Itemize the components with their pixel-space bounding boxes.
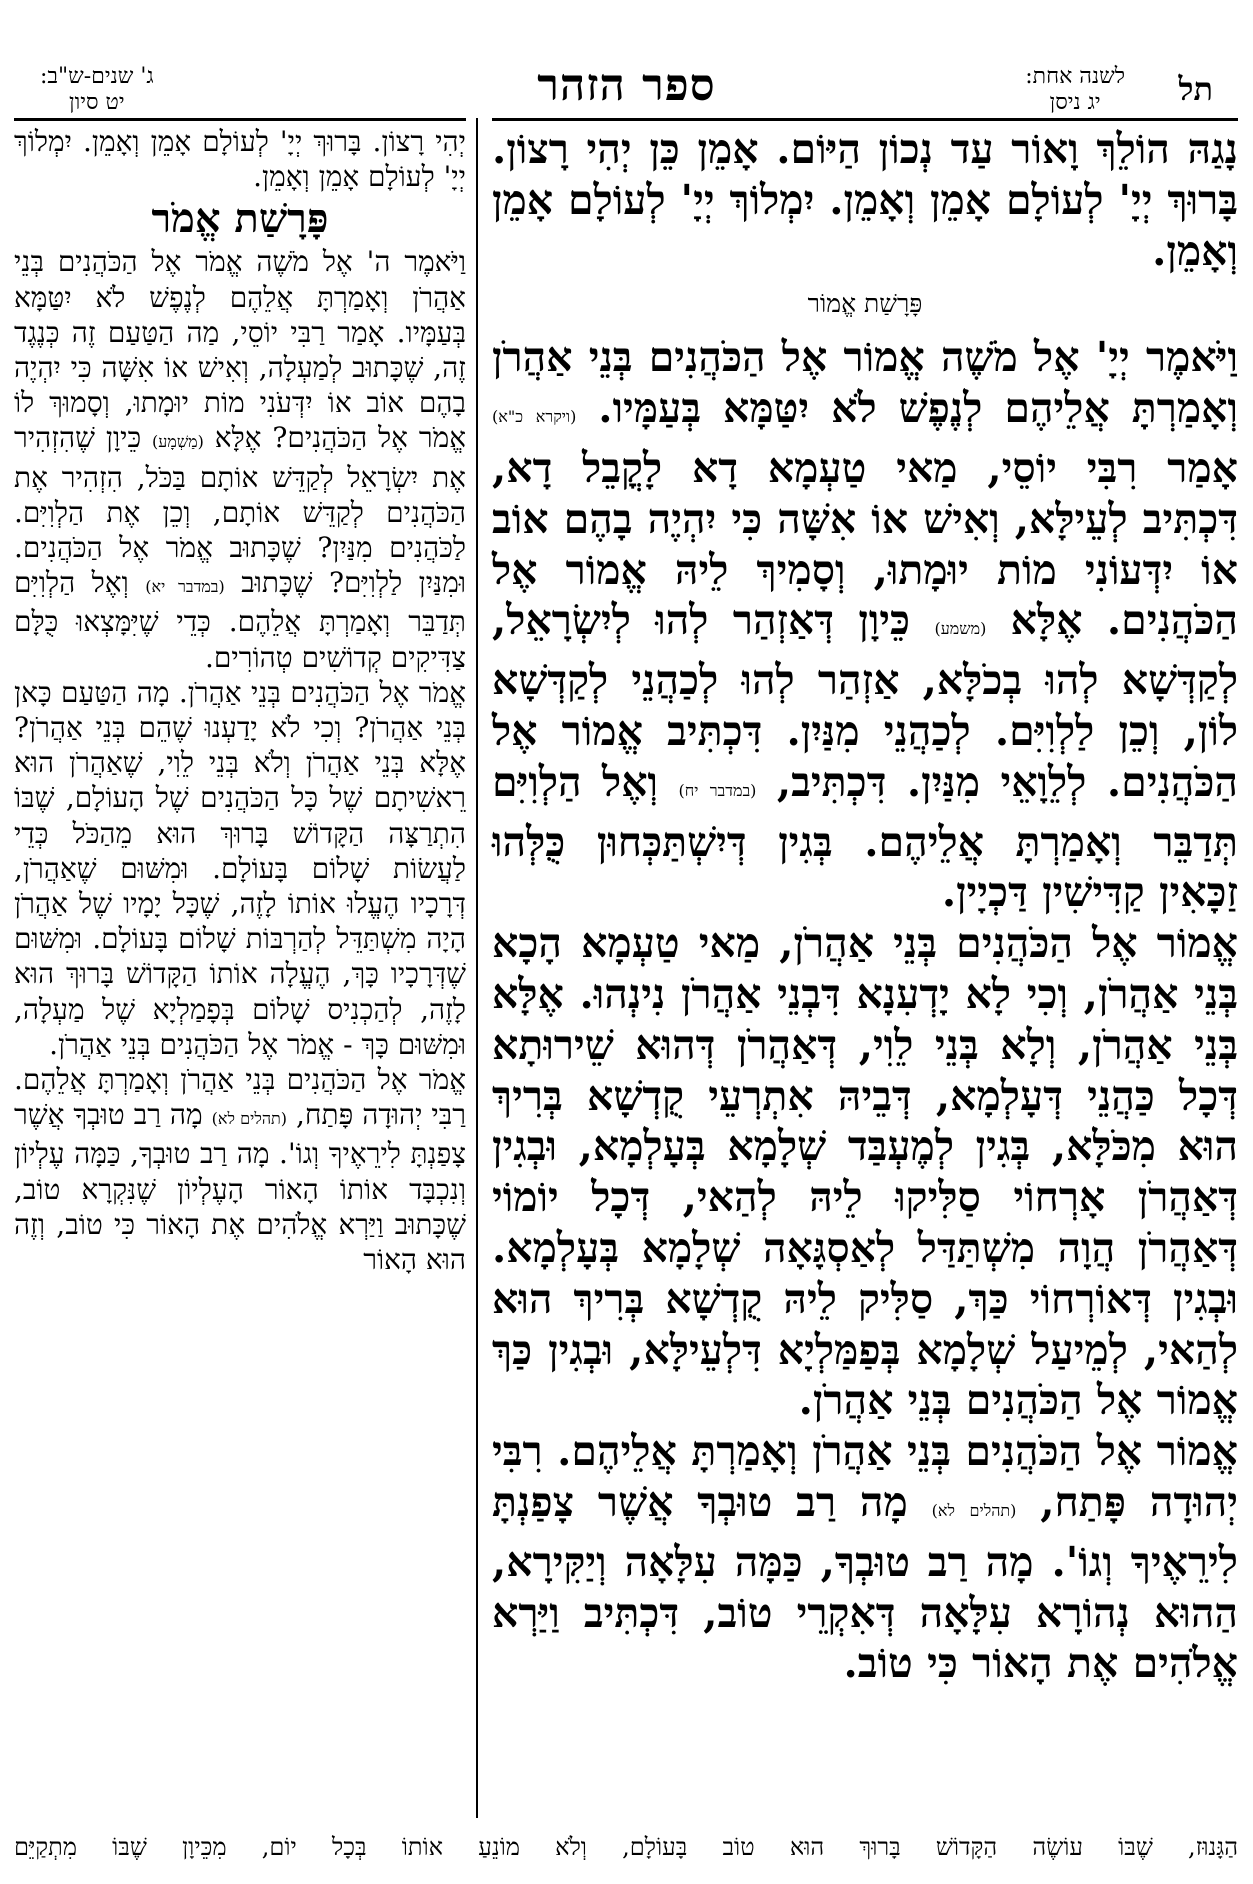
parasha-subtitle: פָּרָשַׁת אֱמוֹר: [807, 289, 923, 319]
schedule-date: יט סיון: [69, 90, 125, 115]
page-header: [40, 60, 1213, 122]
source-reference: (במדבר יא): [145, 577, 225, 597]
parasha-heading: פָּרָשַׁת אֱמֹר: [151, 195, 329, 243]
text-span: כֵּיוָן שֶׁהִזְהִיר אֶת יִשְׂרָאֵל לְקַדֵּשׁ אוֹתָם בַּכֹּל, הִזְהִיר אֶת הַכֹּהֲנִים לְקַדֵּשׁ אוֹתָם, וְכֵן אֶת הַלְוִיִּם. לַכֹּהֲנִים מִנַּיִן? שֶׁכָּתוּב אֱמֹר אֶל הַכֹּהֲנִים. וּמִנַּיִן לַלְוִיִּם? שֶׁכָּתוּב: [14, 421, 467, 600]
study-schedule-three-years: [40, 64, 154, 116]
text-span: אֱמֹר אֶל הַכֹּהֲנִים בְּנֵי אַהֲרֹן וְאָמַרְתָּ אֲלֵהֶם. רַבִּי יְהוּדָה פָּתַח,: [14, 1063, 466, 1132]
paragraph: [14, 1062, 466, 1277]
column-divider: [476, 118, 478, 1818]
source-reference: (ויקרא כ"א): [492, 407, 577, 427]
schedule-label: לשנה אחת:: [1025, 64, 1125, 89]
header-rule-main: [492, 118, 1238, 121]
book-title: ספר הזהר: [537, 60, 716, 111]
text-span: מָה רַב טוּבְךָ אֲשֶׁר צָפַנְתָּ לִירֵאֶיךָ וְגוֹ'. מָה רַב טוּבְךָ, כַּמָּה עִלָּאָה וְיַקִּירָא, הַהוּא נְהוֹרָא עִלָּאָה דְּאִקְרֵי טוֹב, דִּכְתִּיב וַיַּרְא אֱלֹהִים אֶת הָאוֹר כִּי טוֹב.: [492, 1477, 1238, 1688]
text-span: כֵּיוָן דְּאַזְהַר לְהוּ לְיִשְׂרָאֵל, לְקַדְּשָׁא לְהוּ בְכֹלָּא, אַזְהַר לְהוּ לְכַהֲנֵי לְקַדְּשָׁא לוֹן, וְכֵן לַלְוִיִּם. לְכַהֲנֵי מִנַּיִן. דִּכְתִּיב אֱמוֹר אֶל הַכֹּהֲנִים. לְלֵוָאֵי מִנַּיִן. דִּכְתִּיב,: [492, 596, 1238, 806]
text-span: וַיֹּאמֶר ה' אֶל מֹשֶׁה אֱמֹר אֶל הַכֹּהֲנִים בְּנֵי אַהֲרֹן וְאָמַרְתָּ אֲלֵהֶם לְנֶפֶשׁ לֹא יִטַּמָּא בְּעַמָּיו. אָמַר רַבִּי יוֹסֵי, מַה הַטַּעַם זֶה כְּנֶגֶד זֶה, שֶׁכָּתוּב לְמַעְלָה, וְאִישׁ אוֹ אִשָּׁה כִּי יִהְיֶה בָהֶם אוֹב אוֹ יִדְּעֹנִי מוֹת יוּמָתוּ, וְסָמוּךְ לוֹ אֱמֹר אֶל הַכֹּהֲנִים? אֶלָּא: [14, 245, 467, 455]
paragraph: [492, 332, 1238, 918]
source-reference: (במדבר יח): [678, 780, 757, 800]
source-reference: (משמע): [934, 619, 987, 639]
source-reference: (תהלים לא): [931, 1500, 1017, 1520]
text-span: וְאֶל הַלְוִיִּם תְּדַבֵּר וְאָמַרְתָּ אֲלֵיהֶם. בְּגִין דְּיִשְׁתַּכְּחוּן כֻּלְּהוּ זַכָּאִין קַדִּישִׁין דַּכְיָין.: [492, 757, 1238, 917]
schedule-date: יג ניסן: [1049, 90, 1101, 115]
source-reference: (מַשְׁמָע): [152, 432, 204, 452]
text-span: מָה רַב טוּבְךָ אֲשֶׁר צָפַנְתָּ לִירֵאֶיךָ וְגוֹ'. מָה רַב טוּבְךָ, כַּמָּה עֶלְיוֹן וְנִכְבָּד אוֹתוֹ הָאוֹר הָעֶלְיוֹן שֶׁנִּקְרָא טוֹב, שֶׁכָּתוּב וַיַּרְא אֱלֹהִים אֶת הָאוֹר כִּי טוֹב, וְזֶה הוּא הָאוֹר: [14, 1098, 466, 1277]
paragraph: [492, 1426, 1238, 1689]
text-span: וַיֹּאמֶר יְיָ' אֶל מֹשֶׁה אֱמוֹר אֶל הַכֹּהֲנִים בְּנֵי אַהֲרֹן וְאָמַרְתָּ אֲלֵיהֶם לְנֶפֶשׁ לֹא יִטַּמָּא בְּעַמָּיו.: [492, 333, 1238, 433]
paragraph: אֱמוֹר אֶל הַכֹּהֲנִים בְּנֵי אַהֲרֹן, מַאי טַעְמָא הָכָא בְּנֵי אַהֲרֹן, וְכִי לָא יָדְעִנָא דִּבְנֵי אַהֲרֹן נִינְהוּ. אֶלָּא בְּנֵי אַהֲרֹן, וְלָא בְּנֵי לֵוִי, דְּאַהֲרֹן דְּהוּא שֵׁירוּתָא דְּכָל כַּהֲנֵי דְּעָלְמָא, דְּבֵיהּ אִתְרְעֵי קֻדְשָׁא בְּרִיךְ הוּא מִכֹּלָּא, בְּגִין לְמֶעְבַּד שְׁלָמָא בְּעָלְמָא, וּבְגִין דְּאַהֲרֹן אָרְחוֹי סַלִּיקוּ לֵיהּ לְהַאי, דְּכָל יוֹמוֹי דְּאַהֲרֹן הֲוָה מִשְׁתַּדַּל לְאַסְגָּאָה שְׁלָמָא בְּעָלְמָא. וּבְגִין דְּאוֹרְחוֹי כַּךְ, סַלִּיק לֵיהּ קֻדְשָׁא בְּרִיךְ הוּא לְהַאי, לְמֵיעַל שְׁלָמָא בְּפַמַּלְיָא דִּלְעֵילָּא, וּבְגִין כַּךְ אֱמוֹר אֶל הַכֹּהֲנִים בְּנֵי אַהֲרֹן.: [492, 919, 1238, 1425]
text-span: וְאֶל הַלְוִיִּם תְּדַבֵּר וְאָמַרְתָּ אֲלֵהֶם. כְּדֵי שֶׁיִּמָּצְאוּ כֻּלָּם צַדִּיקִים קְדוֹשִׁים טְהוֹרִים.: [14, 566, 466, 674]
paragraph: אֱמֹר אֶל הַכֹּהֲנִים בְּנֵי אַהֲרֹן. מָה הַטַּעַם כָּאן בְּנֵי אַהֲרֹן? וְכִי לֹא יָדַעְנוּ שֶׁהֵם בְּנֵי אַהֲרֹן? אֶלָּא בְּנֵי אַהֲרֹן וְלֹא בְּנֵי לֵוִי, שֶׁאַהֲרֹן הוּא רֵאשִׁיתָם שֶׁל כָּל הַכֹּהֲנִים שֶׁל הָעוֹלָם, שֶׁבּוֹ הִתְרַצָּה הַקָּדוֹשׁ בָּרוּךְ הוּא מֵהַכֹּל כְּדֵי לַעֲשׂוֹת שָׁלוֹם בָּעוֹלָם. וּמִשּׁוּם שֶׁאַהֲרֹן, דְּרָכָיו הֶעֱלוּ אוֹתוֹ לָזֶה, שֶׁכָּל יָמָיו שֶׁל אַהֲרֹן הָיָה מִשְׁתַּדֵּל לְהַרְבּוֹת שָׁלוֹם בָּעוֹלָם. וּמִשּׁוּם שֶׁדְּרָכָיו כָּךְ, הֶעֱלָה אוֹתוֹ הַקָּדוֹשׁ בָּרוּךְ הוּא לָזֶה, לְהַכְנִיס שָׁלוֹם בְּפָמַלְיָא שֶׁל מַעְלָה, וּמִשּׁוּם כָּךְ - אֱמֹר אֶל הַכֹּהֲנִים בְּנֵי אַהֲרֹן.: [14, 675, 466, 1061]
paragraph: [14, 244, 466, 674]
paragraph: נָגַהּ הוֹלֵךְ וָאוֹר עַד נְכוֹן הַיּוֹם. אָמֵן כֵּן יְהִי רָצוֹן. בָּרוּךְ יְיָ' לְעוֹלָם אָמֵן וְאָמֵן. יִמְלוֹךְ יְיָ' לְעוֹלָם אָמֵן וְאָמֵן.: [492, 125, 1238, 275]
header-rule-side: [14, 118, 466, 121]
text-span: אֱמוֹר אֶל הַכֹּהֲנִים בְּנֵי אַהֲרֹן וְאָמַרְתָּ אֲלֵיהֶם. רִבִּי יְהוּדָה פָּתַח,: [492, 1427, 1238, 1526]
page-number: תל: [1178, 70, 1213, 108]
main-column-aramaic: [492, 124, 1238, 1689]
side-column-hebrew-translation: [14, 124, 466, 1277]
schedule-label: ג' שנים-ש"ב:: [40, 64, 154, 89]
source-reference: (תהלים לא): [211, 1109, 288, 1129]
text-span: אָמַר רִבִּי יוֹסֵי, מַאי טַעְמָא דָא לָקֳבֵל דָא, דִּכְתִּיב לְעֵילָּא, וְאִישׁ אוֹ אִשָּׁה כִּי יִהְיֶה בָהֶם אוֹב אוֹ יִדְּעוֹנִי מוֹת יוּמָתוּ, וְסָמִיךְ לֵיהּ אֱמוֹר אֶל הַכֹּהֲנִים. אֶלָּא: [492, 443, 1238, 645]
footer-continuation-line: הַגָּנוּז, שֶׁבּוֹ עוֹשֶׂה הַקָּדוֹשׁ בָּרוּךְ הוּא טוֹב בָּעוֹלָם, וְלֹא מוֹנֵעַ אוֹתוֹ בְּכָל יוֹם, מִכֵּיוָן שֶׁבּוֹ מִתְקַיֵּם: [14, 1833, 1238, 1861]
paragraph: יְהִי רָצוֹן. בָּרוּךְ יְיָ' לְעוֹלָם אָמֵן וְאָמֵן. יִמְלוֹךְ יְיָ' לְעוֹלָם אָמֵן וְאָמֵן.: [14, 125, 466, 194]
